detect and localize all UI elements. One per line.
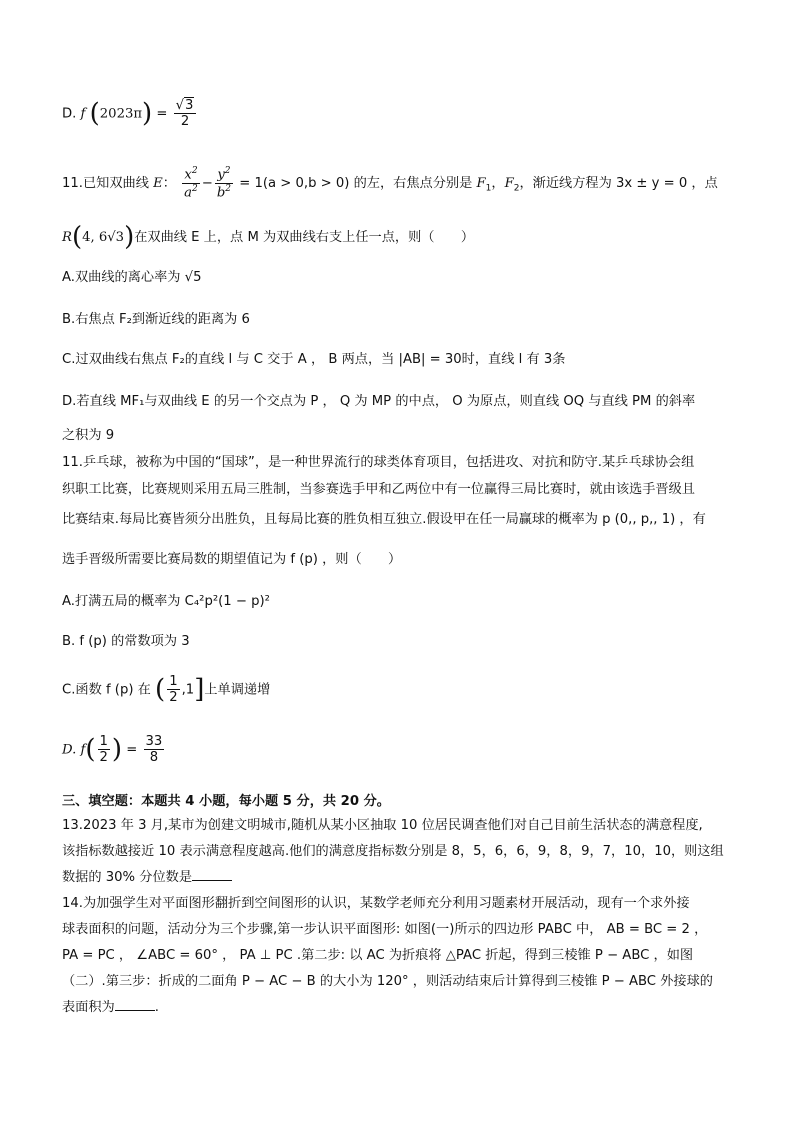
paren: ( (89, 98, 100, 129)
fraction-x2-a2 (182, 166, 200, 200)
paren: ) (124, 222, 135, 252)
separator: ， (491, 176, 505, 192)
colon: ： (162, 176, 176, 192)
fraction-y2-b2 (215, 166, 233, 200)
q11a-option-d: D.若直线 MF₁与双曲线 E 的另一个交点为 P ， Q 为 MP 的中点， O 为原点，则直线 OQ 与直线 PM 的斜率 (62, 394, 696, 409)
focus-symbol: F (476, 176, 486, 192)
option-label: D. (62, 106, 81, 122)
equals: = (156, 106, 172, 122)
option-text: 上单调递增 (204, 682, 271, 698)
denominator: 2 (169, 690, 178, 706)
q11b-option-d (62, 734, 754, 765)
question-text: 表面积为 (62, 1000, 115, 1015)
point-symbol: R (62, 230, 72, 245)
point-coordinates: 4, 6√3 (82, 230, 125, 245)
hyperbola-name: E (153, 176, 163, 192)
function-symbol: f (80, 106, 86, 122)
numerator: $y^2$ (217, 166, 231, 183)
numerator: 33 (145, 734, 163, 749)
denominator: $a^2$ (184, 183, 198, 200)
paren: ) (111, 734, 123, 765)
q11a-line-1: 11.已知双曲线 E： $\frac{x^2}{a^2}$ − $\frac{y^2}{b^2}$ = 1(a > 0,b > 0) 的左，右焦点分别是 $F_1$，$F_2$，渐近线方程为 3x ± y = 0 ，点 (62, 166, 718, 200)
q11a-option-d-cont: 之积为 9 (62, 428, 115, 443)
question-text: 数据的 30% 分位数是 (62, 870, 193, 885)
bracket: ] (194, 674, 205, 705)
q14-line-1: 14.为加强学生对平面图形翻折到空间图形的认识，某数学老师充分利用习题素材开展活动，现有一个求外接 (62, 896, 690, 911)
section-heading: 三、填空题：本题共 4 小题，每小题 5 分，共 20 分。 (62, 794, 390, 809)
option-text: D. f (62, 742, 86, 758)
fraction (167, 674, 179, 705)
numerator: $x^2$ (184, 166, 198, 183)
q14-line-4: （二）.第三步：折成的二面角 P − AC − B 的大小为 120° ，则活动结束后计算得到三棱锥 P − ABC 外接球的 (62, 974, 713, 989)
q11b-option-a: A.打满五局的概率为 C₄²p²(1 − p)² (62, 594, 270, 609)
denominator: 2 (99, 750, 108, 766)
interval-end: ,1 (181, 682, 195, 698)
q11b-line-2: 织职工比赛，比赛规则采用五局三胜制，当参赛选手甲和乙两位中有一位赢得三局比赛时，就由该选手晋级且 (62, 482, 695, 497)
paren: ( (71, 222, 83, 252)
q11b-line-3: 比赛结束.每局比赛皆须分出胜负，且每局比赛的胜负相互独立.假设甲在任一局赢球的概率为 p (0,, p,, 1) ，有 (62, 512, 706, 527)
fraction (174, 98, 197, 129)
fraction (98, 734, 110, 765)
period: . (154, 1000, 159, 1015)
denominator: 2 (180, 114, 190, 130)
numerator: √3 (174, 98, 197, 114)
q11b-option-c (62, 674, 754, 705)
q11a-line-2 (62, 222, 754, 252)
q14-line-3: PA = PC ， ∠ABC = 60° ， PA ⊥ PC .第二步: 以 AC 为折痕将 △PAC 折起，得到三棱锥 P − ABC ，如图 (62, 948, 694, 963)
focus-symbol: F (504, 176, 514, 192)
q11a-option-b: B.右焦点 F₂到渐近线的距离为 6 (62, 312, 250, 327)
q11b-option-b: B. f (p) 的常数项为 3 (62, 634, 190, 649)
q14-line-2: 球表面积的问题，活动分为三个步骤,第一步认识平面图形: 如图(一)所示的四边形 PABC 中， AB = BC = 2 ， (62, 922, 708, 937)
numerator: 1 (169, 674, 178, 689)
option-text: C.函数 f (p) 在 (62, 682, 151, 698)
q13-line-3 (62, 866, 754, 885)
answer-blank[interactable] (115, 998, 155, 1011)
q11a-option-a: A.双曲线的离心率为 √5 (62, 270, 202, 285)
numerator: 1 (99, 734, 108, 749)
q11b-line-1: 11.乒乓球，被称为中国的“国球”，是一种世界流行的球类体育项目，包括进攻、对抗和防守.某乒乓球协会组 (62, 455, 695, 470)
denominator: $b^2$ (216, 183, 232, 200)
paren: ) (142, 98, 153, 129)
denominator: 8 (149, 750, 159, 766)
question-text: 在双曲线 E 上，点 M 为双曲线右支上任一点，则（ ） (134, 230, 475, 245)
q11b-line-4: 选手晋级所需要比赛局数的期望值记为 f (p) ，则（ ） (62, 552, 402, 567)
answer-blank[interactable] (192, 868, 232, 881)
equation-tail: = 1(a > 0,b > 0) 的左，右焦点分别是 (235, 176, 477, 192)
q13-line-1: 13.2023 年 3 月,某市为创建文明城市,随机从某小区抽取 10 位居民调查他们对自己目前生活状态的满意程度, (62, 818, 703, 833)
question-number: 11.已知双曲线 (62, 176, 149, 192)
q11a-option-c: C.过双曲线右焦点 F₂的直线 l 与 C 交于 A ， B 两点，当 |AB| = 30时，直线 l 有 3条 (62, 352, 566, 367)
asymptote-text: ，渐近线方程为 3x ± y = 0 ，点 (519, 176, 718, 192)
radicand: 3 (185, 98, 194, 113)
q10-option-d (62, 98, 754, 129)
paren: ( (85, 734, 96, 765)
argument: 2023π (99, 106, 143, 122)
paren: ( (155, 674, 166, 705)
q14-line-5 (62, 996, 754, 1015)
equals: = (122, 742, 142, 758)
fraction-result (144, 734, 165, 765)
q13-line-2: 该指标数越接近 10 表示满意程度越高.他们的满意度指标数分别是 8，5，6，6，9，8，9，7，10，10，则这组 (62, 844, 724, 859)
